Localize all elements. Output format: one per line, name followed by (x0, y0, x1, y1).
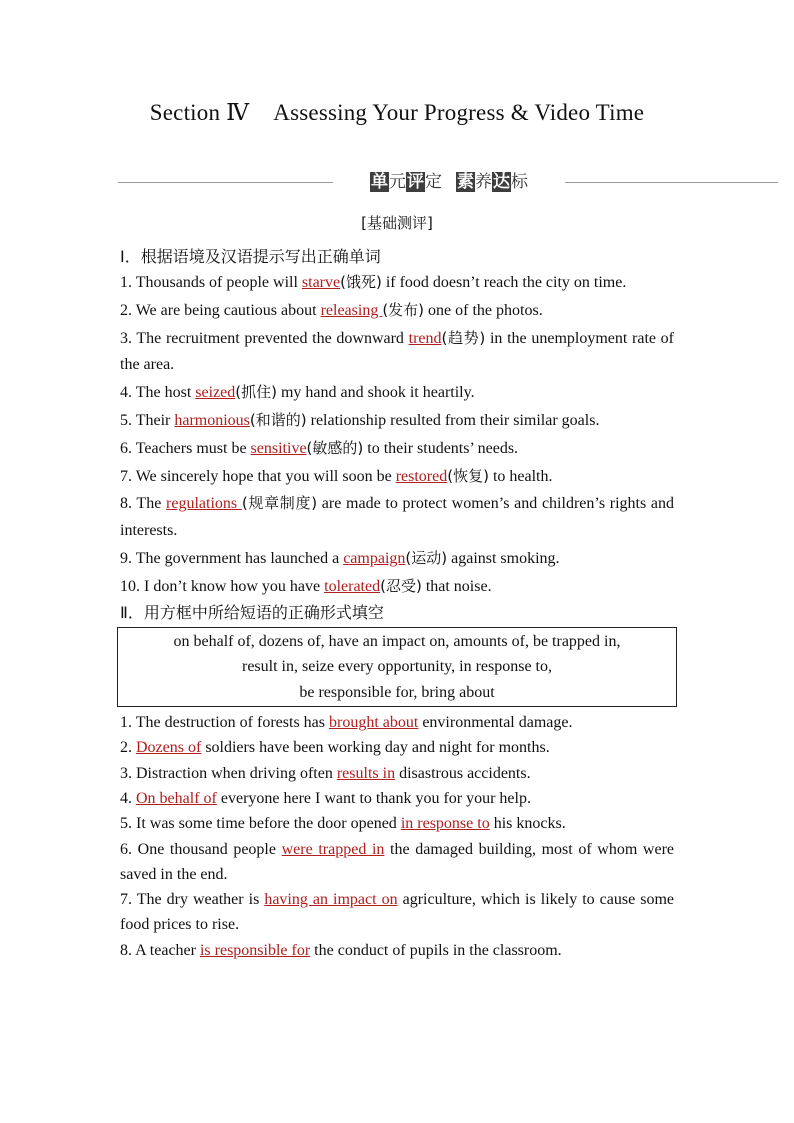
part-two-list (120, 710, 674, 963)
answer-text: releasing (320, 301, 383, 319)
item-text: 3. Distraction when driving often (120, 764, 337, 782)
exercise-item (120, 407, 674, 435)
answer-text: Dozens of (136, 739, 202, 757)
item-text: relationship resulted from their similar goals. (306, 411, 600, 429)
item-text: one of the photos. (424, 301, 543, 319)
item-text: if food doesn’t reach the city on time. (381, 274, 627, 291)
item-text: 6. Teachers must be (120, 439, 251, 457)
item-text: 2. (120, 739, 136, 757)
item-text: that noise. (421, 577, 492, 595)
item-text: against smoking. (447, 549, 560, 567)
exercise-item (120, 545, 674, 573)
answer-text: is responsible for (199, 941, 311, 959)
banner-char-box: 评 (407, 172, 424, 192)
item-text: 6. One thousand people (120, 840, 282, 858)
banner-char: 定 (425, 172, 442, 192)
answer-text: harmonious (174, 411, 250, 429)
exercise-item (120, 837, 674, 888)
item-text: in the unemployment rate of the area. (120, 329, 674, 374)
item-text: disastrous accidents. (395, 764, 531, 782)
phrase-line: result in, seize every opportunity, in response to, (242, 658, 552, 676)
exercise-item (120, 463, 674, 491)
item-text: my hand and shook it heartily. (276, 384, 475, 402)
answer-text: regulations (166, 495, 242, 513)
item-text: 2. We are being cautious about (120, 301, 321, 319)
answer-text: starve (301, 274, 341, 291)
item-text: his knocks. (489, 815, 566, 833)
subheading: [基础测评] (361, 214, 433, 232)
item-text: 7. The dry weather is (120, 891, 265, 909)
item-text: 5. Their (120, 411, 175, 429)
chinese-hint: (发布) (382, 300, 425, 319)
answer-text: brought about (329, 714, 419, 732)
part-one-list (120, 269, 674, 601)
answer-text: restored (395, 467, 448, 485)
item-text: the damaged building, most of whom were saved in the end. (120, 840, 675, 883)
item-text: the conduct of pupils in the classroom. (310, 941, 562, 959)
part-two-heading: Ⅱ．用方框中所给短语的正确形式填空 (120, 602, 384, 622)
section-number: Section Ⅳ (149, 100, 250, 125)
chinese-hint: (敏感的) (306, 438, 364, 457)
item-text: environmental damage. (418, 714, 573, 732)
part-one-heading: Ⅰ．根据语境及汉语提示写出正确单词 (120, 247, 381, 266)
item-text: soldiers have been working day and night for months. (201, 739, 550, 757)
exercise-item (120, 573, 674, 601)
item-text: 8. The (120, 495, 167, 513)
exercise-item (120, 435, 674, 463)
banner-char: 标 (511, 172, 528, 192)
phrase-box (117, 627, 677, 708)
exercise-item (120, 887, 674, 938)
exercise-item (120, 786, 674, 811)
exercise-item (120, 938, 674, 963)
page-title (0, 100, 794, 126)
answer-text: trend (408, 329, 442, 347)
banner-char-box: 素 (457, 172, 474, 192)
item-text: 1. Thousands of people will (120, 274, 302, 291)
banner-char: 元 (389, 172, 406, 192)
banner-divider-right (565, 182, 778, 183)
banner-char: 养 (475, 172, 492, 192)
banner-char-box: 单 (371, 172, 388, 192)
banner-divider-left (118, 182, 333, 183)
item-text: 10. I don’t know how you have (120, 577, 325, 595)
phrase-line: be responsible for, bring about (299, 683, 495, 701)
exercise-item (120, 325, 674, 380)
item-text: agriculture, which is likely to cause some food prices to rise. (120, 891, 675, 934)
answer-text: were trapped in (281, 840, 385, 858)
item-text: 5. It was some time before the door opened (120, 815, 401, 833)
section-name: Assessing Your Progress & Video Time (273, 100, 645, 125)
chinese-hint: (规章制度) (241, 494, 318, 513)
exercise-content (120, 245, 674, 963)
item-text: 3. The recruitment prevented the downward (120, 329, 409, 347)
exercise-item (120, 269, 674, 297)
chinese-hint: (抓住) (235, 383, 277, 402)
chinese-hint: (忍受) (380, 576, 422, 595)
item-text: to their students’ needs. (363, 439, 519, 457)
chinese-hint: (恢复) (447, 466, 489, 485)
item-text: 1. The destruction of forests has (120, 714, 329, 732)
chinese-hint: (饿死) (340, 273, 382, 291)
answer-text: having an impact on (264, 891, 398, 909)
chinese-hint: (趋势) (441, 328, 486, 347)
item-text: 8. A teacher (120, 941, 200, 959)
exercise-item (120, 490, 674, 545)
answer-text: On behalf of (136, 789, 217, 807)
part-two (120, 601, 674, 963)
chinese-hint: (和谐的) (249, 410, 307, 429)
answer-text: in response to (400, 815, 490, 833)
item-text: are made to protect women’s and children’s rights and interests. (120, 495, 675, 540)
item-text: 7. We sincerely hope that you will soon be (120, 467, 396, 485)
exercise-item (120, 297, 674, 325)
item-text: 4. (120, 789, 136, 807)
answer-text: campaign (343, 549, 406, 567)
item-text: to health. (488, 467, 553, 485)
exercise-item (120, 379, 674, 407)
part-one (120, 245, 674, 601)
item-text: everyone here I want to thank you for your help. (216, 789, 531, 807)
phrase-line: on behalf of, dozens of, have an impact on, amounts of, be trapped in, (173, 632, 621, 650)
answer-text: sensitive (250, 439, 307, 457)
banner-text (346, 170, 552, 194)
exercise-item (120, 710, 674, 735)
chinese-hint: (运动) (405, 548, 448, 567)
answer-text: tolerated (324, 577, 381, 595)
exercise-item (120, 761, 674, 786)
unit-banner (118, 170, 778, 194)
banner-char-box: 达 (493, 172, 510, 192)
item-text: 4. The host (120, 384, 196, 402)
exercise-item (120, 735, 674, 760)
exercise-item (120, 811, 674, 836)
answer-text: results in (336, 764, 396, 782)
answer-text: seized (195, 384, 236, 402)
item-text: 9. The government has launched a (120, 549, 344, 567)
